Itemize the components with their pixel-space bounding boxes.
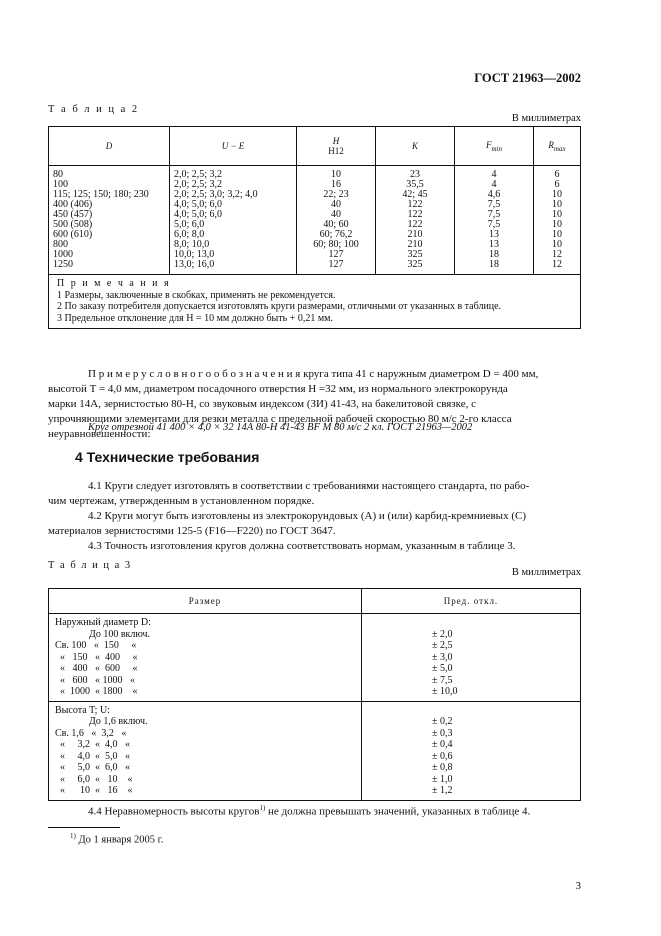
cell-d: 80 bbox=[53, 169, 63, 180]
example-line5: неуравновешенности: bbox=[48, 428, 151, 440]
table3-group-diameter bbox=[49, 614, 581, 702]
para-4-2-b: материалов зернистостями 125-5 (F16—F220) по ГОСТ 3647. bbox=[48, 525, 336, 537]
cell-r: 10 bbox=[552, 219, 562, 230]
footnote-ref: 1) bbox=[259, 804, 266, 812]
col-header-size: Размер bbox=[49, 589, 362, 614]
cell-ue: 4,0; 5,0; 6,0 bbox=[174, 209, 223, 220]
group2-devs bbox=[362, 701, 581, 800]
table3-caption: Т а б л и ц а 3 bbox=[48, 560, 132, 571]
cell-k: 210 bbox=[407, 229, 423, 240]
size-label: « 150 « 400 « bbox=[55, 651, 138, 663]
cell-ue: 5,0; 6,0 bbox=[174, 219, 205, 230]
col-header-ue: U − E bbox=[170, 127, 297, 166]
cell-r: 10 bbox=[552, 239, 562, 250]
col-header-h-bottom: H12 bbox=[328, 146, 344, 156]
cell-h: 40 bbox=[331, 199, 341, 210]
cell-h: 127 bbox=[328, 259, 344, 270]
para-4-1-a: 4.1 Круги следует изготовлять в соответствии с требованиями настоящего стандарта, по рабо- bbox=[88, 480, 530, 492]
footnote-marker: 1) bbox=[70, 832, 76, 840]
col-r-cell bbox=[534, 166, 581, 275]
note-3: 3 Предельное отклонение для H = 10 мм должно быть + 0,21 мм. bbox=[57, 312, 333, 324]
size-label: Св. 100 « 150 « bbox=[55, 640, 137, 651]
col-header-h bbox=[297, 127, 376, 166]
cell-f: 18 bbox=[489, 259, 499, 270]
cell-h: 60; 76,2 bbox=[319, 229, 353, 240]
note-1: 1 Размеры, заключенные в скобках, применять не рекомендуется. bbox=[57, 289, 336, 301]
cell-k: 35,5 bbox=[406, 179, 424, 190]
document-code: ГОСТ 21963—2002 bbox=[474, 71, 581, 85]
col-header-dev: Пред. откл. bbox=[362, 589, 581, 614]
cell-f: 7,5 bbox=[487, 199, 501, 210]
example-line1: круга типа 41 с наружным диаметром D = 400 мм, bbox=[300, 368, 539, 380]
col-header-rmax bbox=[534, 127, 581, 166]
group1-devs bbox=[362, 614, 581, 702]
cell-ue: 2,0; 2,5; 3,0; 3,2; 4,0 bbox=[174, 189, 258, 200]
cell-k: 122 bbox=[407, 199, 423, 210]
example-line3: марки 14А, зернистостью 80-Н, со звуковым индексом (ЗИ) 41-43, на бакелитовой связке, с bbox=[48, 398, 476, 410]
table2-header-row bbox=[49, 127, 581, 166]
footnote-text: До 1 января 2005 г. bbox=[75, 834, 164, 846]
cell-k: 210 bbox=[407, 239, 423, 250]
size-label: « 600 « 1000 « bbox=[55, 674, 135, 686]
dev-value: ± 1,2 bbox=[432, 785, 453, 796]
dev-value: ± 10,0 bbox=[432, 686, 458, 697]
cell-r: 12 bbox=[552, 259, 562, 270]
dev-value: ± 0,8 bbox=[432, 762, 453, 773]
cell-k: 122 bbox=[407, 209, 423, 220]
table3-header-row bbox=[49, 589, 581, 614]
example-line4: упрочняющими элементами для резки металла с предельной рабочей скоростью 80 м/с 2-го класса bbox=[48, 413, 512, 425]
cell-r: 6 bbox=[554, 169, 560, 180]
col-header-k: K bbox=[376, 127, 455, 166]
dev-value: ± 0,3 bbox=[432, 727, 453, 739]
notes-title: П р и м е ч а н и я bbox=[57, 278, 171, 289]
cell-d: 1250 bbox=[53, 259, 73, 270]
dev-value bbox=[432, 705, 574, 717]
footnote-divider bbox=[48, 827, 120, 828]
cell-f: 4 bbox=[491, 179, 497, 190]
cell-d: 500 (508) bbox=[53, 219, 93, 230]
col-header-h-top: H bbox=[332, 136, 340, 146]
cell-f: 18 bbox=[489, 249, 499, 260]
group2-sizes bbox=[49, 701, 362, 800]
col-header-fmin bbox=[455, 127, 534, 166]
cell-h: 16 bbox=[331, 179, 341, 190]
cell-ue: 6,0; 8,0 bbox=[174, 229, 205, 240]
section-4-title: 4 Технические требования bbox=[75, 449, 260, 465]
cell-h: 60; 80; 100 bbox=[313, 239, 359, 250]
size-label: « 3,2 « 4,0 « bbox=[55, 739, 130, 750]
cell-h: 40; 60 bbox=[323, 219, 349, 230]
cell-ue: 2,0; 2,5; 3,2 bbox=[174, 169, 223, 180]
cell-r: 10 bbox=[552, 199, 562, 210]
col-f-cell bbox=[455, 166, 534, 275]
cell-ue: 10,0; 13,0 bbox=[174, 249, 215, 260]
cell-r: 12 bbox=[552, 249, 562, 260]
table2-notes-row bbox=[49, 275, 581, 329]
dev-value: ± 0,4 bbox=[432, 739, 453, 750]
fmin-sub: min bbox=[491, 144, 502, 153]
cell-d: 1000 bbox=[53, 249, 73, 260]
cell-f: 13 bbox=[489, 239, 499, 250]
dev-value: ± 2,5 bbox=[432, 640, 453, 651]
cell-r: 10 bbox=[552, 209, 562, 220]
cell-h: 10 bbox=[331, 169, 341, 180]
col-k-cell bbox=[376, 166, 455, 275]
table3-unit: В миллиметрах bbox=[511, 567, 581, 578]
cell-ue: 8,0; 10,0 bbox=[174, 239, 210, 250]
cell-f: 4 bbox=[491, 169, 497, 180]
para-4-4-b: не должна превышать значений, указанных в таблице 4. bbox=[265, 805, 531, 818]
table2-unit: В миллиметрах bbox=[511, 113, 581, 124]
footnote bbox=[70, 832, 163, 846]
dev-value: ± 7,5 bbox=[432, 674, 453, 686]
para-4-1-b: чим чертежам, утвержденным в установленном порядке. bbox=[48, 495, 315, 507]
cell-r: 10 bbox=[552, 229, 562, 240]
dev-value bbox=[432, 617, 574, 629]
example-designation: Круг отрезной 41 400 × 4,0 × 32 14А 80-Н 41-43 BF M 80 м/с 2 кл. ГОСТ 21963—2002 bbox=[88, 422, 473, 433]
cell-f: 13 bbox=[489, 229, 499, 240]
page-number: 3 bbox=[575, 880, 581, 892]
rmax-main: R bbox=[548, 139, 554, 150]
size-label: « 4,0 « 5,0 « bbox=[55, 750, 130, 762]
col-h-cell bbox=[297, 166, 376, 275]
table2-notes bbox=[49, 275, 581, 329]
dev-value: ± 0,2 bbox=[432, 716, 453, 727]
fmin-main: F bbox=[486, 139, 492, 150]
para-4-2-a: 4.2 Круги могут быть изготовлены из электрокорундовых (А) и (или) карбид-кремниевых (С) bbox=[88, 510, 526, 522]
cell-r: 6 bbox=[554, 179, 560, 190]
cell-ue: 13,0; 16,0 bbox=[174, 259, 215, 270]
cell-d: 115; 125; 150; 180; 230 bbox=[53, 189, 149, 200]
example-lead: П р и м е р у с л о в н о г о о б о з н а ч е н и я bbox=[88, 368, 301, 380]
size-label: До 100 включ. bbox=[89, 628, 151, 640]
table3-group-height bbox=[49, 701, 581, 800]
size-label: « 5,0 « 6,0 « bbox=[55, 762, 130, 773]
cell-d: 800 bbox=[53, 239, 68, 250]
cell-h: 40 bbox=[331, 209, 341, 220]
cell-k: 325 bbox=[407, 259, 423, 270]
cell-d: 450 (457) bbox=[53, 209, 93, 220]
cell-d: 400 (406) bbox=[53, 199, 93, 210]
cell-f: 7,5 bbox=[487, 219, 501, 230]
size-label: « 400 « 600 « bbox=[55, 663, 138, 674]
size-label: Св. 1,6 « 3,2 « bbox=[55, 727, 127, 739]
cell-d: 600 (610) bbox=[53, 229, 93, 240]
size-label: Высота T; U: bbox=[55, 704, 110, 716]
col-header-d: D bbox=[49, 127, 170, 166]
dev-value: ± 1,0 bbox=[432, 773, 453, 785]
size-label: До 1,6 включ. bbox=[89, 716, 148, 727]
cell-h: 22; 23 bbox=[323, 189, 349, 200]
para-4-3: 4.3 Точность изготовления кругов должна соответствовать нормам, указанным в таблице 3. bbox=[88, 540, 516, 552]
para-4-4 bbox=[88, 801, 530, 820]
cell-k: 23 bbox=[410, 169, 420, 180]
note-2: 2 По заказу потребителя допускается изготовлять круги размерами, отличными от указанных в таблице. bbox=[57, 301, 502, 312]
dev-value: ± 2,0 bbox=[432, 628, 453, 640]
cell-f: 7,5 bbox=[487, 209, 501, 220]
dev-value: ± 3,0 bbox=[432, 651, 453, 663]
table2 bbox=[48, 126, 581, 329]
table2-data-row bbox=[49, 166, 581, 275]
section-4-body bbox=[48, 479, 588, 554]
table3 bbox=[48, 588, 581, 801]
cell-r: 10 bbox=[552, 189, 562, 200]
cell-ue: 2,0; 2,5; 3,2 bbox=[174, 179, 223, 190]
cell-f: 4,6 bbox=[487, 189, 501, 200]
table2-caption: Т а б л и ц а 2 bbox=[48, 104, 140, 115]
cell-k: 325 bbox=[407, 249, 423, 260]
size-label: « 10 « 16 « bbox=[55, 785, 133, 796]
cell-h: 127 bbox=[328, 249, 344, 260]
size-label: « 1000 « 1800 « bbox=[55, 686, 138, 697]
dev-value: ± 5,0 bbox=[432, 663, 453, 674]
size-label: Наружный диаметр D: bbox=[55, 617, 151, 628]
cell-k: 42; 45 bbox=[402, 189, 428, 200]
col-d-cell bbox=[49, 166, 170, 275]
rmax-sub: max bbox=[553, 144, 566, 153]
para-4-4-a: 4.4 Неравномерность высоты кругов bbox=[88, 805, 260, 818]
cell-d: 100 bbox=[53, 179, 68, 190]
group1-sizes bbox=[49, 614, 362, 702]
size-label: « 6,0 « 10 « bbox=[55, 773, 133, 785]
col-ue-cell bbox=[170, 166, 297, 275]
cell-k: 122 bbox=[407, 219, 423, 230]
example-line2: высотой T = 4,0 мм, диаметром посадочного отверстия H =32 мм, из нормального электрокорунда bbox=[48, 383, 508, 395]
cell-ue: 4,0; 5,0; 6,0 bbox=[174, 199, 223, 210]
dev-value: ± 0,6 bbox=[432, 750, 453, 762]
